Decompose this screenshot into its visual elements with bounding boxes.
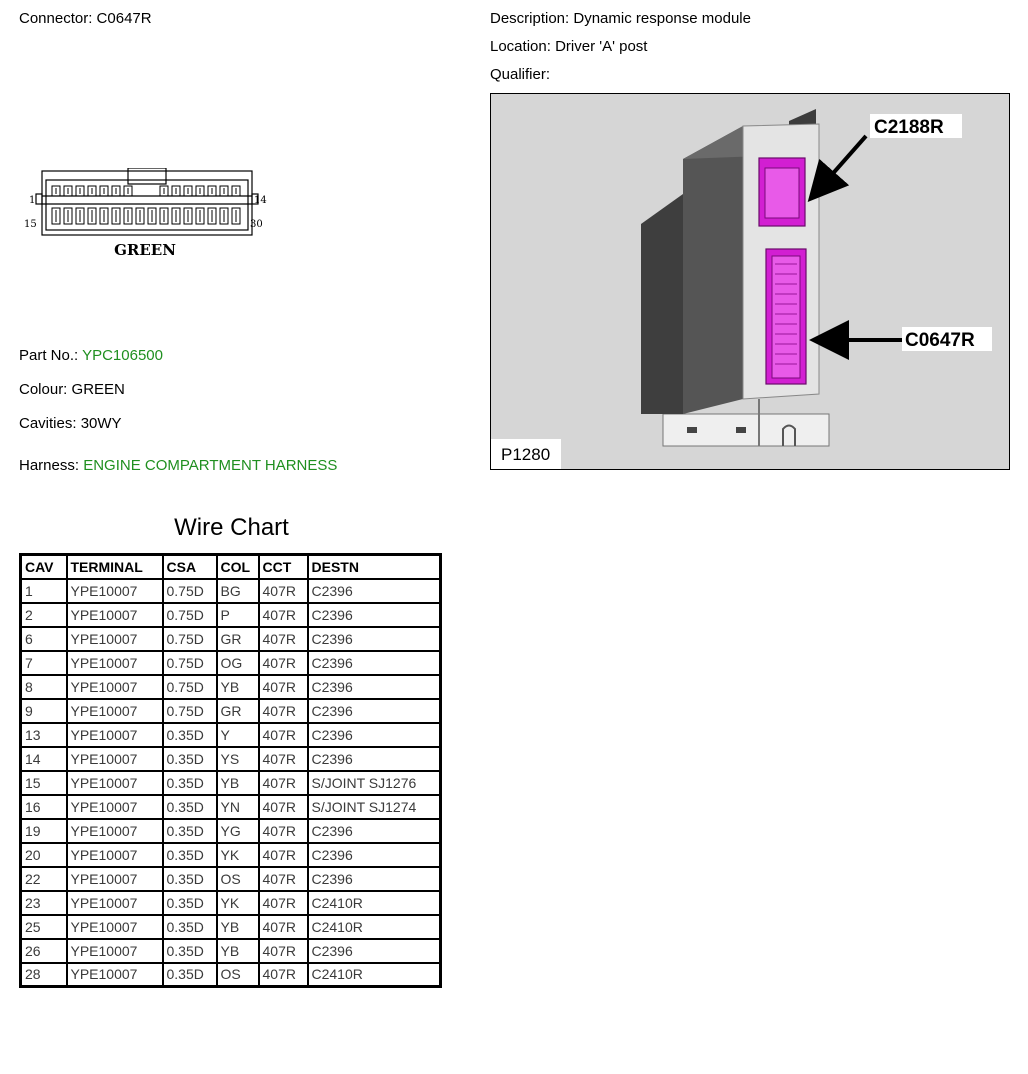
csa-cell: 0.35D [163,891,217,915]
terminal-cell: YPE10007 [67,963,163,987]
header-cav: CAV [21,555,67,579]
callout-c0647r: C0647R [905,330,975,351]
csa-cell: 0.35D [163,915,217,939]
terminal-cell: YPE10007 [67,699,163,723]
csa-cell: 0.35D [163,747,217,771]
destn-cell: C2396 [308,603,441,627]
cct-cell: 407R [259,939,308,963]
connector-face-diagram [22,168,272,260]
table-row [21,891,441,915]
col-cell: YK [217,843,259,867]
csa-cell: 0.35D [163,939,217,963]
terminal-cell: YPE10007 [67,771,163,795]
csa-cell: 0.35D [163,723,217,747]
table-row [21,747,441,771]
cav-cell: 23 [21,891,67,915]
csa-cell: 0.75D [163,675,217,699]
cct-cell: 407R [259,795,308,819]
cct-cell: 407R [259,747,308,771]
location-value: Driver 'A' post [555,38,648,55]
location-label: Location: [490,38,551,55]
col-cell: YS [217,747,259,771]
terminal-cell: YPE10007 [67,651,163,675]
cct-cell: 407R [259,915,308,939]
cav-cell: 25 [21,915,67,939]
table-row [21,819,441,843]
part-number-link[interactable]: YPC106500 [82,347,163,364]
col-cell: P [217,603,259,627]
cav-cell: 15 [21,771,67,795]
cavities-line [19,415,122,432]
terminal-cell: YPE10007 [67,867,163,891]
callout-c2188r: C2188R [874,117,944,138]
destn-cell: C2410R [308,891,441,915]
cav-cell: 6 [21,627,67,651]
part-label: Part No.: [19,347,79,364]
col-cell: YG [217,819,259,843]
cavities-label: Cavities: [19,415,77,432]
harness-label: Harness: [19,457,80,474]
terminal-cell: YPE10007 [67,747,163,771]
terminal-cell: YPE10007 [67,819,163,843]
cct-cell: 407R [259,579,308,603]
terminal-cell: YPE10007 [67,891,163,915]
destn-cell: S/JOINT SJ1276 [308,771,441,795]
table-row [21,675,441,699]
pin-label-14: 14 [254,195,267,206]
csa-cell: 0.75D [163,627,217,651]
cav-cell: 9 [21,699,67,723]
terminal-cell: YPE10007 [67,723,163,747]
col-cell: GR [217,627,259,651]
wire-chart-header-row [21,555,441,579]
destn-cell: C2396 [308,867,441,891]
cct-cell: 407R [259,723,308,747]
wire-chart-body [21,579,441,987]
csa-cell: 0.35D [163,771,217,795]
header-destn: DESTN [308,555,441,579]
qualifier-line [490,66,550,84]
destn-cell: C2396 [308,747,441,771]
table-row [21,867,441,891]
csa-cell: 0.35D [163,795,217,819]
destn-cell: C2396 [308,579,441,603]
part-line [19,347,163,364]
cav-cell: 22 [21,867,67,891]
csa-cell: 0.35D [163,843,217,867]
wire-chart-title: Wire Chart [174,514,289,541]
colour-line [19,381,125,398]
table-row [21,627,441,651]
col-cell: YB [217,915,259,939]
destn-cell: C2396 [308,723,441,747]
table-row [21,723,441,747]
header-cct: CCT [259,555,308,579]
terminal-cell: YPE10007 [67,627,163,651]
cav-cell: 19 [21,819,67,843]
connector-c2188r [759,158,805,226]
component-photo [490,93,1010,470]
col-cell: YK [217,891,259,915]
cavities-value: 30WY [80,415,122,432]
connector-label: Connector: [19,10,93,27]
terminal-cell: YPE10007 [67,843,163,867]
connector-line [19,10,152,28]
destn-cell: C2396 [308,939,441,963]
table-row [21,651,441,675]
table-row [21,771,441,795]
col-cell: YB [217,675,259,699]
module-illustration [491,94,1009,469]
colour-label: Colour: [19,381,68,398]
cct-cell: 407R [259,963,308,987]
destn-cell: C2396 [308,651,441,675]
csa-cell: 0.35D [163,963,217,987]
cct-cell: 407R [259,651,308,675]
cav-cell: 20 [21,843,67,867]
table-row [21,699,441,723]
table-row [21,963,441,987]
connector-value: C0647R [96,10,152,27]
col-cell: OG [217,651,259,675]
wire-chart-table [19,553,442,988]
csa-cell: 0.75D [163,699,217,723]
cav-cell: 1 [21,579,67,603]
callout-arrow-c2188r [813,136,866,196]
figure-id: P1280 [501,445,551,464]
col-cell: GR [217,699,259,723]
pin-label-1: 1 [29,195,36,206]
connector-color-label: GREEN [114,241,176,259]
destn-cell: C2396 [308,699,441,723]
cct-cell: 407R [259,603,308,627]
location-line [490,38,647,56]
pin-label-15: 15 [24,219,37,230]
header-col: COL [217,555,259,579]
cav-cell: 13 [21,723,67,747]
table-row [21,795,441,819]
colour-value: GREEN [71,381,125,398]
col-cell: OS [217,963,259,987]
description-value: Dynamic response module [573,10,751,27]
csa-cell: 0.75D [163,651,217,675]
destn-cell: C2396 [308,819,441,843]
col-cell: OS [217,867,259,891]
harness-link[interactable]: ENGINE COMPARTMENT HARNESS [83,457,338,474]
csa-cell: 0.35D [163,819,217,843]
harness-line [19,457,337,474]
cct-cell: 407R [259,771,308,795]
destn-cell: C2396 [308,843,441,867]
cct-cell: 407R [259,867,308,891]
cct-cell: 407R [259,699,308,723]
cav-cell: 28 [21,963,67,987]
table-row [21,939,441,963]
col-cell: YB [217,771,259,795]
connector-pins [52,186,240,224]
col-cell: Y [217,723,259,747]
col-cell: YN [217,795,259,819]
cct-cell: 407R [259,891,308,915]
terminal-cell: YPE10007 [67,795,163,819]
cct-cell: 407R [259,819,308,843]
csa-cell: 0.75D [163,579,217,603]
table-row [21,843,441,867]
table-row [21,915,441,939]
qualifier-label: Qualifier: [490,66,551,83]
cav-cell: 16 [21,795,67,819]
terminal-cell: YPE10007 [67,675,163,699]
terminal-cell: YPE10007 [67,915,163,939]
header-csa: CSA [163,555,217,579]
cav-cell: 14 [21,747,67,771]
destn-cell: S/JOINT SJ1274 [308,795,441,819]
connector-face-outline [36,168,258,235]
description-label: Description: [490,10,570,27]
col-cell: BG [217,579,259,603]
cav-cell: 8 [21,675,67,699]
destn-cell: C2410R [308,963,441,987]
cct-cell: 407R [259,675,308,699]
destn-cell: C2410R [308,915,441,939]
cct-cell: 407R [259,843,308,867]
destn-cell: C2396 [308,675,441,699]
csa-cell: 0.75D [163,603,217,627]
cav-cell: 7 [21,651,67,675]
table-row [21,579,441,603]
pin-label-30: 30 [250,219,263,230]
col-cell: YB [217,939,259,963]
terminal-cell: YPE10007 [67,939,163,963]
cav-cell: 2 [21,603,67,627]
header-terminal: TERMINAL [67,555,163,579]
terminal-cell: YPE10007 [67,603,163,627]
destn-cell: C2396 [308,627,441,651]
connector-c0647r [766,249,806,384]
csa-cell: 0.35D [163,867,217,891]
description-line [490,10,751,28]
terminal-cell: YPE10007 [67,579,163,603]
table-row [21,603,441,627]
cct-cell: 407R [259,627,308,651]
cav-cell: 26 [21,939,67,963]
